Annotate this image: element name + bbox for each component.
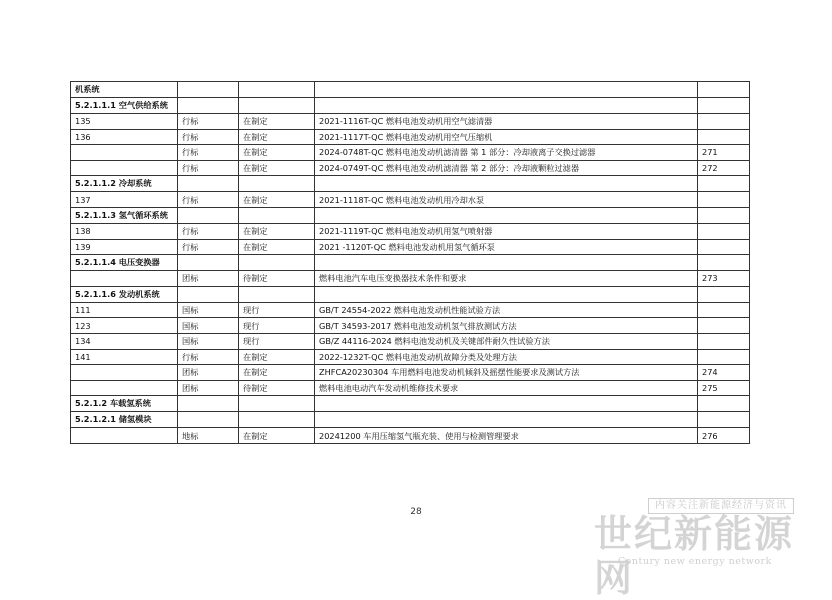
standard-seq-number: 111 <box>71 302 178 318</box>
standard-ref-number: 275 <box>698 380 750 396</box>
empty-cell <box>178 255 239 271</box>
section-heading-row <box>71 255 750 271</box>
standard-status: 待制定 <box>239 380 315 396</box>
standard-status: 在制定 <box>239 160 315 176</box>
empty-cell <box>178 82 239 98</box>
standard-status: 现行 <box>239 302 315 318</box>
standard-title: 燃料电池汽车电压变换器技术条件和要求 <box>315 271 698 287</box>
section-heading-row <box>71 207 750 223</box>
empty-cell <box>315 286 698 302</box>
empty-cell <box>178 176 239 192</box>
empty-cell <box>315 98 698 114</box>
section-heading-row <box>71 98 750 114</box>
standard-seq-number: 137 <box>71 192 178 208</box>
standard-seq-number <box>71 145 178 161</box>
standards-table <box>70 81 750 444</box>
standard-seq-number: 123 <box>71 318 178 334</box>
empty-cell <box>698 255 750 271</box>
page-number: 28 <box>410 507 422 517</box>
table-row <box>71 239 750 255</box>
section-heading-row <box>71 286 750 302</box>
empty-cell <box>239 286 315 302</box>
standard-seq-number: 139 <box>71 239 178 255</box>
standard-title: 燃料电池电动汽车发动机维修技术要求 <box>315 380 698 396</box>
empty-cell <box>239 255 315 271</box>
section-heading-row <box>71 412 750 428</box>
standard-seq-number: 135 <box>71 114 178 130</box>
empty-cell <box>239 176 315 192</box>
standard-category: 地标 <box>178 428 239 444</box>
section-heading: 机系统 <box>71 82 178 98</box>
empty-cell <box>698 396 750 412</box>
table-row <box>71 114 750 130</box>
standard-category: 团标 <box>178 380 239 396</box>
empty-cell <box>315 255 698 271</box>
standard-ref-number <box>698 192 750 208</box>
table-row <box>71 271 750 287</box>
section-heading: 5.2.1.1.3 氢气循环系统 <box>71 207 178 223</box>
standard-ref-number <box>698 239 750 255</box>
watermark-logo: 世纪新能源网 <box>594 511 795 600</box>
empty-cell <box>239 98 315 114</box>
standard-category: 国标 <box>178 318 239 334</box>
standard-title: GB/T 24554-2022 燃料电池发动机性能试验方法 <box>315 302 698 318</box>
standard-status: 在制定 <box>239 192 315 208</box>
empty-cell <box>178 412 239 428</box>
standard-status: 在制定 <box>239 349 315 365</box>
empty-cell <box>698 286 750 302</box>
table-row <box>71 145 750 161</box>
standard-title: 2021-1116T-QC 燃料电池发动机用空气滤清器 <box>315 114 698 130</box>
standard-title: ZHFCA20230304 车用燃料电池发动机倾斜及摇摆性能要求及测试方法 <box>315 365 698 381</box>
empty-cell <box>178 396 239 412</box>
empty-cell <box>178 98 239 114</box>
standard-seq-number <box>71 380 178 396</box>
section-heading: 5.2.1.1.4 电压变换器 <box>71 255 178 271</box>
empty-cell <box>315 207 698 223</box>
table-row <box>71 129 750 145</box>
standard-status: 在制定 <box>239 114 315 130</box>
standard-seq-number: 136 <box>71 129 178 145</box>
standard-ref-number <box>698 318 750 334</box>
empty-cell <box>698 207 750 223</box>
empty-cell <box>239 207 315 223</box>
empty-cell <box>315 412 698 428</box>
standard-ref-number: 273 <box>698 271 750 287</box>
standard-ref-number: 272 <box>698 160 750 176</box>
section-heading: 5.2.1.2 车载氢系统 <box>71 396 178 412</box>
section-heading-row <box>71 396 750 412</box>
standard-category: 行标 <box>178 192 239 208</box>
standard-title: 2022-1232T-QC 燃料电池发动机故障分类及处理方法 <box>315 349 698 365</box>
standard-seq-number <box>71 160 178 176</box>
section-heading-row <box>71 82 750 98</box>
standard-ref-number: 276 <box>698 428 750 444</box>
section-heading: 5.2.1.1.1 空气供给系统 <box>71 98 178 114</box>
standard-title: GB/T 34593-2017 燃料电池发动机氢气排放测试方法 <box>315 318 698 334</box>
empty-cell <box>178 207 239 223</box>
standard-category: 行标 <box>178 129 239 145</box>
standard-category: 行标 <box>178 349 239 365</box>
standard-category: 国标 <box>178 302 239 318</box>
table-row <box>71 428 750 444</box>
standard-status: 在制定 <box>239 129 315 145</box>
standard-title: 2021-1119T-QC 燃料电池发动机用氢气喷射器 <box>315 223 698 239</box>
empty-cell <box>239 82 315 98</box>
standard-seq-number <box>71 428 178 444</box>
standard-category: 行标 <box>178 114 239 130</box>
table-row <box>71 192 750 208</box>
standard-status: 在制定 <box>239 239 315 255</box>
section-heading: 5.2.1.1.6 发动机系统 <box>71 286 178 302</box>
standard-seq-number <box>71 365 178 381</box>
standard-title: 2024-0748T-QC 燃料电池发动机滤清器 第 1 部分：冷却液离子交换过滤器 <box>315 145 698 161</box>
standard-ref-number <box>698 349 750 365</box>
standard-seq-number: 138 <box>71 223 178 239</box>
standard-title: 2024-0749T-QC 燃料电池发动机滤清器 第 2 部分：冷却液颗粒过滤器 <box>315 160 698 176</box>
standard-seq-number: 134 <box>71 333 178 349</box>
section-heading-row <box>71 176 750 192</box>
section-heading: 5.2.1.2.1 储氢模块 <box>71 412 178 428</box>
standard-status: 在制定 <box>239 145 315 161</box>
empty-cell <box>239 412 315 428</box>
section-heading: 5.2.1.1.2 冷却系统 <box>71 176 178 192</box>
empty-cell <box>178 286 239 302</box>
standard-category: 行标 <box>178 239 239 255</box>
standard-title: 2021-1117T-QC 燃料电池发动机用空气压缩机 <box>315 129 698 145</box>
table-row <box>71 365 750 381</box>
standard-category: 行标 <box>178 145 239 161</box>
empty-cell <box>315 82 698 98</box>
standards-table-body <box>71 82 750 444</box>
standard-category: 国标 <box>178 333 239 349</box>
watermark-caption: 内容关注新能源经济与资讯 <box>648 498 794 514</box>
standard-status: 在制定 <box>239 365 315 381</box>
empty-cell <box>315 176 698 192</box>
table-row <box>71 302 750 318</box>
standard-status: 在制定 <box>239 223 315 239</box>
table-row <box>71 160 750 176</box>
standard-title: GB/Z 44116-2024 燃料电池发动机及关键部件耐久性试验方法 <box>315 333 698 349</box>
standard-category: 行标 <box>178 223 239 239</box>
standard-ref-number <box>698 302 750 318</box>
standard-status: 现行 <box>239 318 315 334</box>
standard-ref-number <box>698 114 750 130</box>
watermark-logo-subtitle: Century new energy network <box>618 556 772 567</box>
standard-ref-number: 271 <box>698 145 750 161</box>
table-row <box>71 223 750 239</box>
table-row <box>71 318 750 334</box>
standard-status: 在制定 <box>239 428 315 444</box>
standard-category: 团标 <box>178 271 239 287</box>
standard-ref-number <box>698 333 750 349</box>
standard-title: 2021 -1120T-QC 燃料电池发动机用氢气循环泵 <box>315 239 698 255</box>
empty-cell <box>239 396 315 412</box>
standard-title: 2021-1118T-QC 燃料电池发动机用冷却水泵 <box>315 192 698 208</box>
empty-cell <box>698 176 750 192</box>
standard-category: 行标 <box>178 160 239 176</box>
empty-cell <box>698 98 750 114</box>
standard-seq-number: 141 <box>71 349 178 365</box>
empty-cell <box>698 82 750 98</box>
standard-ref-number <box>698 129 750 145</box>
standard-ref-number <box>698 223 750 239</box>
standard-ref-number: 274 <box>698 365 750 381</box>
standard-status: 现行 <box>239 333 315 349</box>
standard-category: 团标 <box>178 365 239 381</box>
standard-status: 待制定 <box>239 271 315 287</box>
standard-seq-number <box>71 271 178 287</box>
table-row <box>71 333 750 349</box>
empty-cell <box>698 412 750 428</box>
standard-title: 20241200 车用压缩氢气瓶充装、使用与检测管理要求 <box>315 428 698 444</box>
empty-cell <box>315 396 698 412</box>
table-row <box>71 349 750 365</box>
table-row <box>71 380 750 396</box>
